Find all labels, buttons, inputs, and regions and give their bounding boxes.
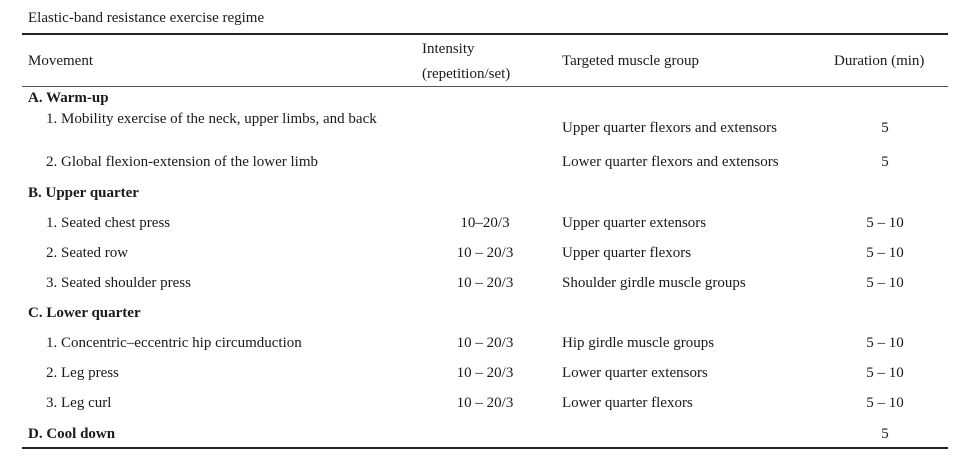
row-muscle-group: Hip girdle muscle groups [562,335,715,351]
row-movement: 3. Seated shoulder press [46,275,191,291]
row-intensity: 10 – 20/3 [456,335,514,351]
row-intensity: 10 – 20/3 [456,395,514,411]
row-muscle-group: Upper quarter flexors and extensors [562,120,777,136]
top-rule [22,33,948,35]
row-movement: 2. Global flexion-extension of the lower limb [46,154,319,170]
row-intensity: 10–20/3 [460,215,510,231]
row-movement: 1. Seated chest press [46,215,171,231]
row-duration: 5 – 10 [866,215,904,231]
header-intensity: Intensity [422,41,475,57]
row-intensity: 10 – 20/3 [456,365,514,381]
bottom-rule [22,447,948,449]
row-movement: 1. Concentric–eccentric hip circumduction [46,335,302,351]
header-movement: Movement [28,53,93,69]
section-title: B. Upper quarter [28,185,139,201]
row-intensity: 10 – 20/3 [456,245,514,261]
row-duration: 5 [881,120,889,136]
row-movement: 1. Mobility exercise of the neck, upper limbs, and back [46,111,377,127]
section-title: C. Lower quarter [28,305,141,321]
row-muscle-group: Shoulder girdle muscle groups [562,275,746,291]
table-caption: Elastic-band resistance exercise regime [28,10,265,26]
row-duration: 5 – 10 [866,245,904,261]
row-duration: 5 – 10 [866,275,904,291]
row-muscle-group: Lower quarter extensors [562,365,708,381]
row-duration: 5 – 10 [866,395,904,411]
section-title: A. Warm-up [28,90,109,106]
row-muscle-group: Upper quarter extensors [562,215,707,231]
row-movement: 3. Leg curl [46,395,112,411]
row-muscle-group: Upper quarter flexors [562,245,692,261]
row-muscle-group: Lower quarter flexors and extensors [562,154,779,170]
row-duration: 5 [881,154,889,170]
row-movement: 2. Seated row [46,245,129,261]
row-intensity: 10 – 20/3 [456,275,514,291]
header-muscle-group: Targeted muscle group [562,53,699,69]
row-muscle-group: Lower quarter flexors [562,395,693,411]
header-duration: Duration (min) [834,53,925,69]
row-duration: 5 – 10 [866,335,904,351]
header-intensity-unit: (repetition/set) [422,66,511,82]
row-duration: 5 – 10 [866,365,904,381]
header-rule [22,86,948,87]
row-movement: 2. Leg press [46,365,119,381]
section-title: D. Cool down [28,426,116,442]
row-duration: 5 [881,426,889,442]
